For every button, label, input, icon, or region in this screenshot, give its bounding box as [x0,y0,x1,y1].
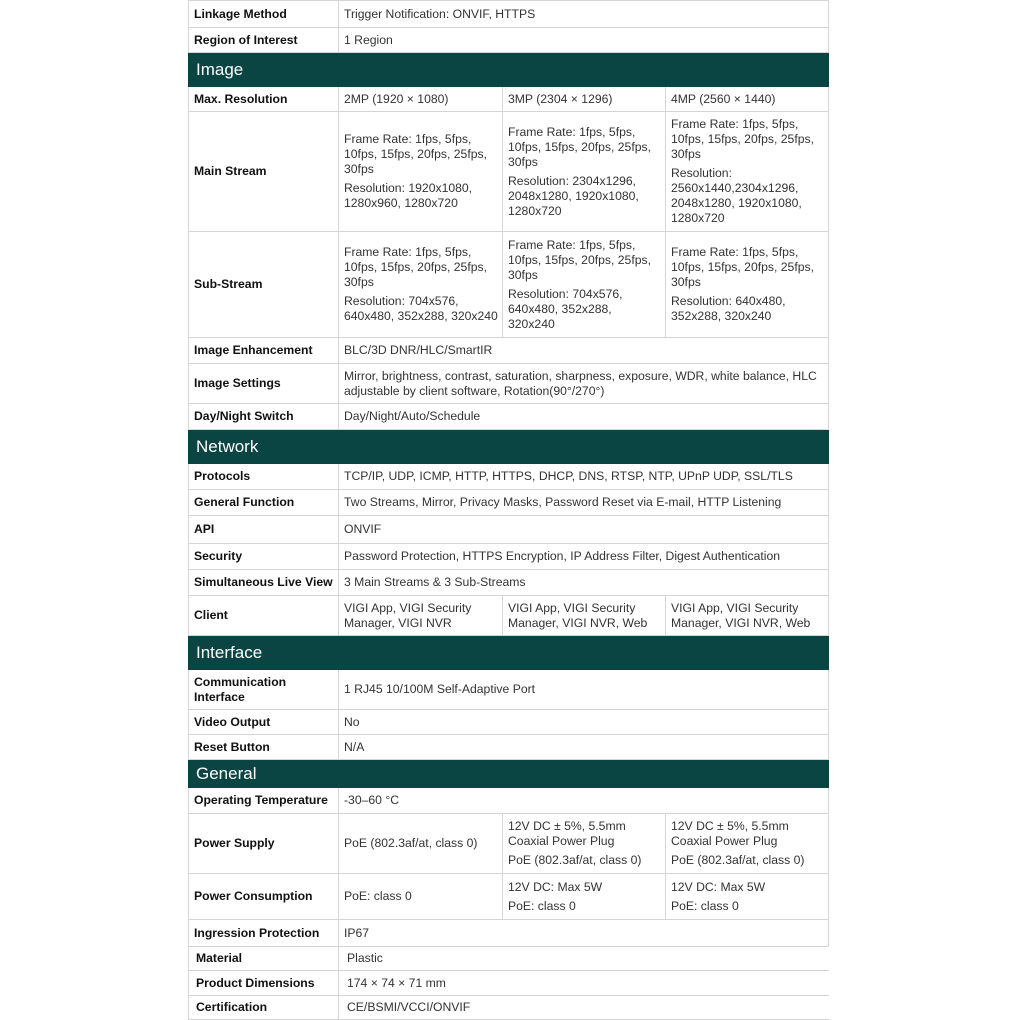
power-line: 12V DC ± 5%, 5.5mm Coaxial Power Plug [508,819,626,848]
spec-row-video-output [189,710,829,735]
power-line: 12V DC ± 5%, 5.5mm Coaxial Power Plug [671,819,789,848]
power-line: PoE (802.3af/at, class 0) [508,853,642,867]
row-label: Image Settings [189,364,339,404]
row-label: Certification [189,996,339,1020]
row-value: CE/BSMI/VCCI/ONVIF [339,996,829,1020]
section-header-network [189,430,829,464]
row-value: VIGI App, VIGI Security Manager, VIGI NVR [339,596,503,636]
frame-rate-text: Frame Rate: 1fps, 5fps, 10fps, 15fps, 20fps, 25fps, 30fps [671,117,814,161]
row-label: Protocols [189,464,339,490]
row-label: Simultaneous Live View [189,570,339,596]
spec-row-region-of-interest [189,28,829,53]
row-value: Plastic [339,947,829,971]
row-value: Mirror, brightness, contrast, saturation, sharpness, exposure, WDR, white balance, HLC adjustable by client software, Rotation(90°/270°) [339,364,829,404]
spec-row-certification [189,996,829,1020]
frame-rate-text: Frame Rate: 1fps, 5fps, 10fps, 15fps, 20fps, 25fps, 30fps [344,245,487,289]
row-label: Power Supply [189,814,339,874]
spec-row-main-stream [189,112,829,232]
power-line: PoE: class 0 [508,898,576,913]
section-header-image [189,53,829,87]
spec-row-max-resolution [189,87,829,112]
row-label: Security [189,544,339,570]
row-value [666,814,829,874]
row-value: Day/Night/Auto/Schedule [339,404,829,430]
row-value: 1 Region [339,28,829,53]
row-label: Region of Interest [189,28,339,53]
row-label: Sub-Stream [189,232,339,338]
row-value [503,232,666,338]
row-label: Client [189,596,339,636]
spec-row-reset-button [189,735,829,760]
section-header-general [189,760,829,788]
row-value: 3MP (2304 × 1296) [503,87,666,112]
row-value [666,112,829,232]
resolution-text: Resolution: 2304x1296, 2048x1280, 1920x1080, 1280x720 [508,173,639,218]
row-label: Video Output [189,710,339,735]
spec-row-image-settings [189,364,829,404]
spec-row-general-function [189,490,829,516]
spec-row-communication-interface [189,670,829,710]
row-value: -30–60 °C [339,788,829,814]
row-value [339,112,503,232]
spec-row-material [189,947,829,971]
row-value [503,112,666,232]
row-value [666,874,829,920]
power-line: 12V DC: Max 5W [508,879,603,894]
row-label: Main Stream [189,112,339,232]
power-line: PoE: class 0 [671,898,739,913]
row-value: 2MP (1920 × 1080) [339,87,503,112]
row-value: 1 RJ45 10/100M Self-Adaptive Port [339,670,829,710]
row-value: 3 Main Streams & 3 Sub-Streams [339,570,829,596]
frame-rate-text: Frame Rate: 1fps, 5fps, 10fps, 15fps, 20fps, 25fps, 30fps [508,124,651,169]
row-value [503,874,666,920]
resolution-text: Resolution: 1920x1080, 1280x960, 1280x720 [344,181,473,210]
row-label: General Function [189,490,339,516]
spec-row-linkage-method [189,1,829,28]
row-value: PoE: class 0 [339,874,503,920]
spec-row-client [189,596,829,636]
row-value [339,232,503,338]
row-value: Two Streams, Mirror, Privacy Masks, Password Reset via E-mail, HTTP Listening [339,490,829,516]
row-value [503,814,666,874]
row-value: ONVIF [339,516,829,544]
spec-row-operating-temperature [189,788,829,814]
row-label: Operating Temperature [189,788,339,814]
section-header-interface [189,636,829,670]
resolution-text: Resolution: 704x576, 640x480, 352x288, 320x240 [508,286,623,331]
resolution-text: Resolution: 2560x1440,2304x1296, 2048x1280, 1920x1080, 1280x720 [671,166,802,225]
row-value: N/A [339,735,829,760]
row-label: Material [189,947,339,971]
row-value: VIGI App, VIGI Security Manager, VIGI NVR, Web [666,596,829,636]
spec-row-sub-stream [189,232,829,338]
row-value [666,232,829,338]
resolution-text: Resolution: 640x480, 352x288, 320x240 [671,294,786,323]
spec-row-security [189,544,829,570]
row-value: IP67 [339,920,829,947]
resolution-text: Resolution: 704x576, 640x480, 352x288, 320x240 [344,294,498,323]
section-title: Image [189,53,829,87]
row-value: BLC/3D DNR/HLC/SmartIR [339,338,829,364]
row-label: Power Consumption [189,874,339,920]
row-value: TCP/IP, UDP, ICMP, HTTP, HTTPS, DHCP, DNS, RTSP, NTP, UPnP UDP, SSL/TLS [339,464,829,490]
spec-row-ingression-protection [189,920,829,947]
row-value: Password Protection, HTTPS Encryption, IP Address Filter, Digest Authentication [339,544,829,570]
row-label: Image Enhancement [189,338,339,364]
spec-row-api [189,516,829,544]
section-title: General [189,760,829,788]
row-value: No [339,710,829,735]
frame-rate-text: Frame Rate: 1fps, 5fps, 10fps, 15fps, 20fps, 25fps, 30fps [344,132,487,176]
row-label: Product Dimensions [189,971,339,996]
spec-row-simultaneous-live-view [189,570,829,596]
section-title: Interface [189,636,829,670]
row-label: Linkage Method [189,1,339,28]
spec-row-product-dimensions [189,971,829,996]
frame-rate-text: Frame Rate: 1fps, 5fps, 10fps, 15fps, 20fps, 25fps, 30fps [508,237,651,282]
spec-row-image-enhancement [189,338,829,364]
row-value: 174 × 74 × 71 mm [339,971,829,996]
row-label: Reset Button [189,735,339,760]
spec-table [188,0,829,1020]
spec-row-power-supply [189,814,829,874]
power-line: PoE (802.3af/at, class 0) [671,853,805,867]
row-value: PoE (802.3af/at, class 0) [339,814,503,874]
power-line: 12V DC: Max 5W [671,879,766,894]
row-label: Max. Resolution [189,87,339,112]
spec-row-protocols [189,464,829,490]
row-label: Communication Interface [189,670,339,710]
frame-rate-text: Frame Rate: 1fps, 5fps, 10fps, 15fps, 20fps, 25fps, 30fps [671,245,814,289]
row-label: API [189,516,339,544]
row-value: Trigger Notification: ONVIF, HTTPS [339,1,829,28]
spec-row-day-night-switch [189,404,829,430]
row-value: VIGI App, VIGI Security Manager, VIGI NVR, Web [503,596,666,636]
row-label: Ingression Protection [189,920,339,947]
row-label: Day/Night Switch [189,404,339,430]
row-value: 4MP (2560 × 1440) [666,87,829,112]
section-title: Network [189,430,829,464]
spec-row-power-consumption [189,874,829,920]
